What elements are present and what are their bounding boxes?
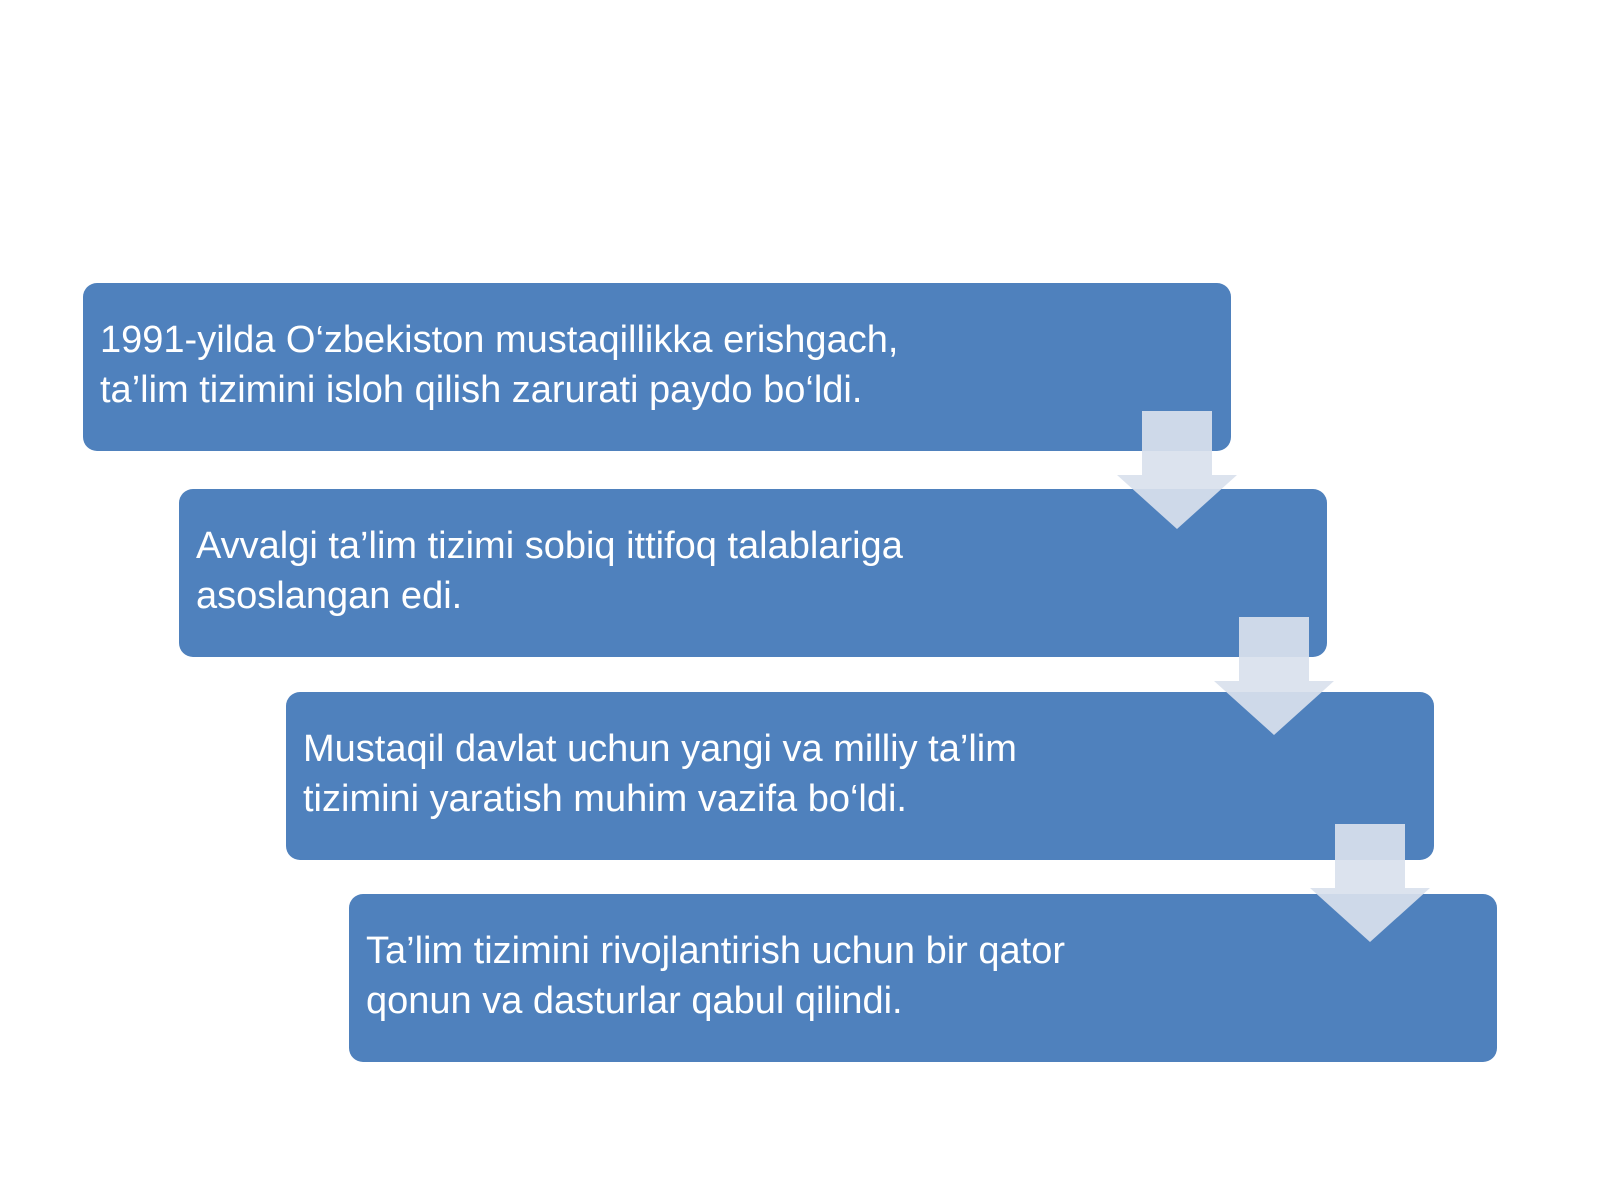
process-step-1	[83, 283, 1231, 451]
step-4-text-line-1: Ta’lim tizimini rivojlantirish uchun bir qator	[366, 930, 1066, 972]
step-3-text-line-2: tizimini yaratish muhim vazifa bo‘ldi.	[303, 778, 907, 820]
down-arrow-icon	[1214, 617, 1334, 735]
down-arrow-icon	[1310, 824, 1430, 942]
step-3-text-line-1: Mustaqil davlat uchun yangi va milliy ta’lim	[303, 728, 1017, 770]
step-2-text-line-1: Avvalgi ta’lim tizimi sobiq ittifoq talablariga	[196, 525, 903, 567]
step-1-text-line-2: ta’lim tizimini isloh qilish zarurati paydo bo‘ldi.	[100, 369, 863, 411]
step-1-text-line-1: 1991-yilda O‘zbekiston mustaqillikka erishgach,	[100, 319, 899, 361]
step-4-text-line-2: qonun va dasturlar qabul qilindi.	[366, 980, 903, 1022]
down-arrow-icon	[1117, 411, 1237, 529]
step-2-text-line-2: asoslangan edi.	[196, 575, 463, 617]
